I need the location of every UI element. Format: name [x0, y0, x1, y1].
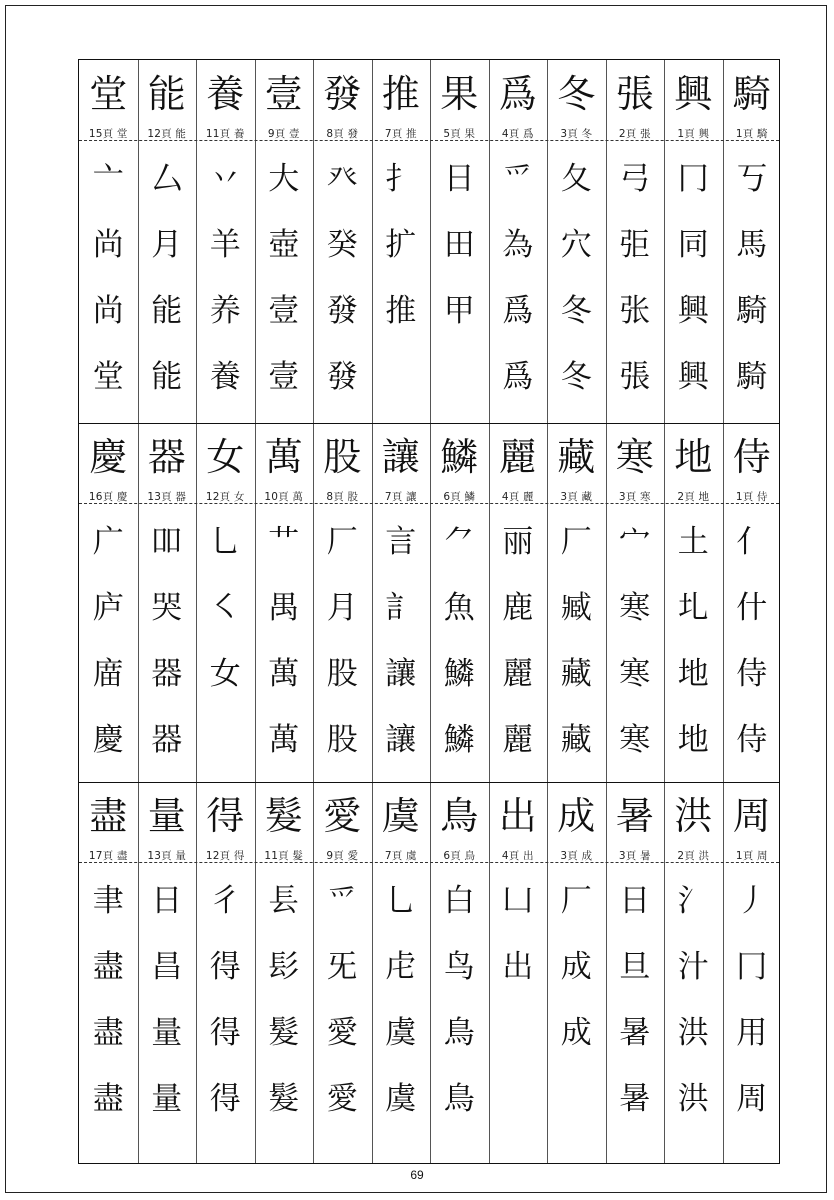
stroke-order-step: 藏	[560, 655, 592, 692]
seal-character: 女	[206, 435, 245, 479]
stroke-order-step: 丿	[736, 882, 768, 919]
stroke-order-step: 田	[443, 226, 475, 263]
stroke-order-step: 器	[151, 721, 183, 758]
stroke-order-step: 為	[502, 226, 534, 263]
stroke-order-step: 洪	[677, 1014, 709, 1051]
stroke-order-step: 發	[326, 292, 358, 329]
stroke-order-step: 壺	[268, 226, 300, 263]
stroke-order-step: ⺈	[443, 523, 475, 560]
stroke-order-step: 張	[619, 358, 651, 395]
stroke-order-step: 愛	[326, 1080, 358, 1117]
stroke-order-step: 麗	[502, 721, 534, 758]
stroke-order-step: 厂	[560, 523, 592, 560]
stroke-order-step: 鱗	[443, 655, 475, 692]
stroke-order-step: 髮	[268, 1014, 300, 1051]
stroke-order-step: 彳	[209, 882, 241, 919]
stroke-order-step: 凵	[502, 882, 534, 919]
stroke-order-step: 讓	[385, 655, 417, 692]
character-caption: 3頁 寒	[618, 490, 651, 503]
character-caption: 1頁 騎	[735, 127, 768, 140]
stroke-order-step: 甲	[443, 292, 475, 329]
character-caption: 12頁 得	[205, 849, 245, 862]
character-caption: 2頁 地	[677, 490, 710, 503]
stroke-order-step: 興	[677, 292, 709, 329]
seal-character: 股	[323, 435, 362, 479]
stroke-order-step: 得	[209, 948, 241, 985]
stroke-order-step: 厶	[151, 160, 183, 197]
stroke-order-step: 亻	[736, 523, 768, 560]
seal-character: 張	[615, 72, 654, 116]
seal-character: 壹	[264, 72, 303, 116]
seal-character: 器	[147, 435, 186, 479]
character-caption: 1頁 興	[677, 127, 710, 140]
stroke-order-step: 土	[677, 523, 709, 560]
character-caption: 11頁 髮	[264, 849, 304, 862]
seal-character: 鳥	[440, 794, 479, 838]
stroke-order-step: 吅	[151, 523, 183, 560]
seal-character: 出	[498, 794, 537, 838]
stroke-order-step: 盡	[92, 1080, 124, 1117]
stroke-order-step: 尚	[92, 226, 124, 263]
stroke-order-step: 洪	[677, 1080, 709, 1117]
stroke-order-step: 张	[619, 292, 651, 329]
stroke-order-step: 月	[151, 226, 183, 263]
stroke-order-step: 騎	[736, 292, 768, 329]
stroke-order-step: 壹	[268, 292, 300, 329]
seal-character: 養	[206, 72, 245, 116]
stroke-order-step: 女	[209, 655, 241, 692]
stroke-order-step: 厂	[326, 523, 358, 560]
stroke-order-step: 推	[385, 292, 417, 329]
stroke-order-step: 鸟	[443, 948, 475, 985]
stroke-order-step: 氵	[677, 882, 709, 919]
seal-character: 發	[323, 72, 362, 116]
stroke-order-step: 聿	[92, 882, 124, 919]
stroke-order-step: 量	[151, 1014, 183, 1051]
seal-character: 推	[381, 72, 420, 116]
seal-character: 寒	[615, 435, 654, 479]
seal-character: 萬	[264, 435, 303, 479]
stroke-order-step: 亠	[92, 160, 124, 197]
stroke-order-step: 穴	[560, 226, 592, 263]
character-caption: 1頁 周	[735, 849, 768, 862]
stroke-order-step: 周	[736, 1080, 768, 1117]
character-caption: 2頁 張	[618, 127, 651, 140]
seal-character: 讓	[381, 435, 420, 479]
stroke-order-step: 鳥	[443, 1080, 475, 1117]
character-caption: 11頁 養	[205, 127, 245, 140]
character-caption: 4頁 出	[501, 849, 534, 862]
seal-character: 愛	[323, 794, 362, 838]
character-caption: 3頁 成	[560, 849, 593, 862]
seal-character: 周	[732, 794, 771, 838]
stroke-order-step: 爲	[502, 358, 534, 395]
stroke-order-step: 艹	[268, 523, 300, 560]
stroke-order-step: 器	[151, 655, 183, 692]
stroke-order-step: 虞	[385, 1080, 417, 1117]
stroke-order-step: 藏	[560, 721, 592, 758]
stroke-order-step: 白	[443, 882, 475, 919]
stroke-order-step: 宀	[619, 523, 651, 560]
stroke-order-step: 哭	[151, 589, 183, 626]
character-caption: 6頁 鱗	[443, 490, 476, 503]
seal-character: 成	[557, 794, 596, 838]
character-caption: 3頁 藏	[560, 490, 593, 503]
page-number: 69	[410, 1168, 424, 1182]
stroke-order-step: 月	[326, 589, 358, 626]
seal-character: 洪	[674, 794, 713, 838]
stroke-order-step: 夂	[560, 160, 592, 197]
stroke-order-step: 盡	[92, 1014, 124, 1051]
character-caption: 15頁 堂	[88, 127, 128, 140]
seal-character: 藏	[557, 435, 596, 479]
seal-character: 麗	[498, 435, 537, 479]
stroke-order-step: 地	[677, 721, 709, 758]
character-caption: 13頁 量	[147, 849, 187, 862]
character-caption: 3頁 冬	[560, 127, 593, 140]
seal-character: 堂	[89, 72, 128, 116]
stroke-order-step: 髟	[268, 948, 300, 985]
seal-character: 鱗	[440, 435, 479, 479]
stroke-order-step: 得	[209, 1080, 241, 1117]
character-caption: 8頁 發	[326, 127, 359, 140]
stroke-order-step: 訁	[385, 589, 417, 626]
stroke-order-step: 圠	[677, 589, 709, 626]
stroke-order-step: 冬	[560, 358, 592, 395]
stroke-order-step: 鹿	[502, 589, 534, 626]
stroke-order-step: 成	[560, 1014, 592, 1051]
stroke-order-step: 日	[443, 160, 475, 197]
stroke-order-step: 乚	[385, 882, 417, 919]
stroke-order-step: 爫	[502, 160, 534, 197]
stroke-order-step: 寒	[619, 655, 651, 692]
stroke-order-step: 扩	[385, 226, 417, 263]
stroke-order-step: 羊	[209, 226, 241, 263]
seal-character: 髮	[264, 794, 303, 838]
character-caption: 7頁 虞	[384, 849, 417, 862]
seal-character: 暑	[615, 794, 654, 838]
stroke-order-step: 慶	[92, 721, 124, 758]
stroke-order-step: 鱗	[443, 721, 475, 758]
stroke-order-step: 丷	[209, 160, 241, 197]
stroke-order-step: ㇛	[209, 589, 241, 626]
stroke-order-step: 股	[326, 655, 358, 692]
stroke-order-step: 旦	[619, 948, 651, 985]
character-caption: 6頁 鳥	[443, 849, 476, 862]
stroke-order-step: 冬	[560, 292, 592, 329]
character-chart	[78, 59, 780, 1164]
stroke-order-step: 暑	[619, 1080, 651, 1117]
character-caption: 4頁 麗	[501, 490, 534, 503]
stroke-order-step: 能	[151, 358, 183, 395]
stroke-order-step: 寒	[619, 721, 651, 758]
stroke-order-step: 弡	[619, 226, 651, 263]
stroke-order-step: 日	[619, 882, 651, 919]
stroke-order-step: 暑	[619, 1014, 651, 1051]
stroke-order-step: 堂	[92, 358, 124, 395]
stroke-order-step: 镸	[268, 882, 300, 919]
stroke-order-step: 扌	[385, 160, 417, 197]
stroke-order-step: 癶	[326, 160, 358, 197]
stroke-order-step: 庿	[92, 655, 124, 692]
character-caption: 13頁 器	[147, 490, 187, 503]
stroke-order-step: 什	[736, 589, 768, 626]
seal-character: 冬	[557, 72, 596, 116]
stroke-order-step: 汁	[677, 948, 709, 985]
seal-character: 侍	[732, 435, 771, 479]
stroke-order-step: 尚	[92, 292, 124, 329]
stroke-order-step: 爲	[502, 292, 534, 329]
stroke-order-step: 出	[502, 948, 534, 985]
character-caption: 17頁 盡	[88, 849, 128, 862]
seal-character: 量	[147, 794, 186, 838]
stroke-order-step: 虞	[385, 1014, 417, 1051]
stroke-order-step: 养	[209, 292, 241, 329]
stroke-order-step: 侍	[736, 655, 768, 692]
character-caption: 9頁 愛	[326, 849, 359, 862]
stroke-order-step: 得	[209, 1014, 241, 1051]
stroke-order-step: 乚	[209, 523, 241, 560]
stroke-order-step: 讓	[385, 721, 417, 758]
stroke-order-step: 日	[151, 882, 183, 919]
character-caption: 1頁 侍	[735, 490, 768, 503]
stroke-order-step: 發	[326, 358, 358, 395]
stroke-order-step: 昌	[151, 948, 183, 985]
block-divider	[79, 423, 779, 424]
stroke-order-step: 地	[677, 655, 709, 692]
character-caption: 4頁 爲	[501, 127, 534, 140]
stroke-order-step: 庐	[92, 589, 124, 626]
character-caption: 3頁 暑	[618, 849, 651, 862]
character-caption: 8頁 股	[326, 490, 359, 503]
stroke-order-step: 虍	[385, 948, 417, 985]
stroke-order-step: 麗	[502, 655, 534, 692]
stroke-order-step: 萬	[268, 721, 300, 758]
character-caption: 7頁 讓	[384, 490, 417, 503]
stroke-order-step: 壹	[268, 358, 300, 395]
character-caption: 5頁 果	[443, 127, 476, 140]
stroke-order-step: 言	[385, 523, 417, 560]
stroke-order-step: 盡	[92, 948, 124, 985]
stroke-order-step: 广	[92, 523, 124, 560]
stroke-order-step: 癸	[326, 226, 358, 263]
seal-character: 得	[206, 794, 245, 838]
stroke-order-step: 愛	[326, 1014, 358, 1051]
stroke-order-step: 弓	[619, 160, 651, 197]
stroke-order-step: 髮	[268, 1080, 300, 1117]
stroke-order-step: 侍	[736, 721, 768, 758]
character-caption: 12頁 女	[205, 490, 245, 503]
character-caption: 12頁 能	[147, 127, 187, 140]
seal-character: 慶	[89, 435, 128, 479]
character-caption: 10頁 萬	[264, 490, 304, 503]
seal-character: 興	[674, 72, 713, 116]
character-caption: 7頁 推	[384, 127, 417, 140]
character-caption: 9頁 壹	[267, 127, 300, 140]
seal-character: 爲	[498, 72, 537, 116]
character-caption: 16頁 慶	[88, 490, 128, 503]
stroke-order-step: 旡	[326, 948, 358, 985]
stroke-order-step: 冂	[736, 948, 768, 985]
stroke-order-step: 量	[151, 1080, 183, 1117]
stroke-order-step: 鳥	[443, 1014, 475, 1051]
stroke-order-step: 能	[151, 292, 183, 329]
stroke-order-step: 禺	[268, 589, 300, 626]
stroke-order-step: 丂	[736, 160, 768, 197]
seal-character: 盡	[89, 794, 128, 838]
stroke-order-step: 成	[560, 948, 592, 985]
stroke-order-step: 寒	[619, 589, 651, 626]
seal-character: 虞	[381, 794, 420, 838]
seal-character: 地	[674, 435, 713, 479]
block-divider	[79, 782, 779, 783]
stroke-order-step: 魚	[443, 589, 475, 626]
stroke-order-step: 臧	[560, 589, 592, 626]
stroke-order-step: 同	[677, 226, 709, 263]
stroke-order-step: 用	[736, 1014, 768, 1051]
stroke-order-step: 馬	[736, 226, 768, 263]
stroke-order-step: 大	[268, 160, 300, 197]
stroke-order-step: 爫	[326, 882, 358, 919]
stroke-order-step: 厂	[560, 882, 592, 919]
stroke-order-step: 養	[209, 358, 241, 395]
stroke-order-step: 萬	[268, 655, 300, 692]
seal-character: 能	[147, 72, 186, 116]
stroke-order-step: 騎	[736, 358, 768, 395]
seal-character: 果	[440, 72, 479, 116]
character-caption: 2頁 洪	[677, 849, 710, 862]
stroke-order-step: 興	[677, 358, 709, 395]
stroke-order-step: 丽	[502, 523, 534, 560]
stroke-order-step: 冂	[677, 160, 709, 197]
seal-character: 騎	[732, 72, 771, 116]
stroke-order-step: 股	[326, 721, 358, 758]
